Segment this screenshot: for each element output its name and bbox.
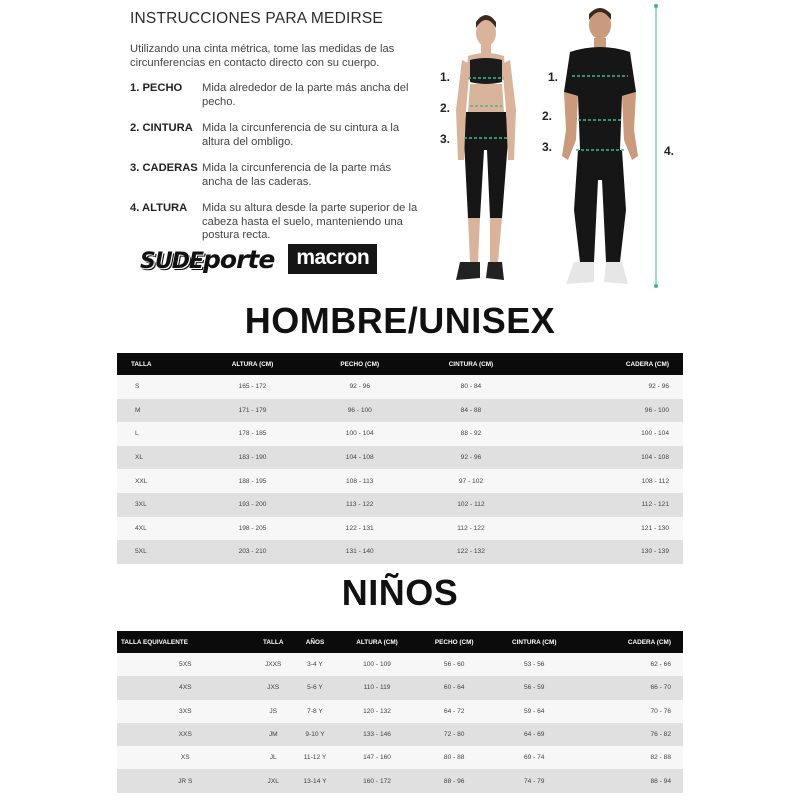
table-cell: 133 - 146 xyxy=(337,723,417,746)
table-cell: XS xyxy=(117,746,254,769)
header-cell: CINTURA (CM) xyxy=(491,631,577,653)
header-cell: TALLA xyxy=(117,353,197,375)
table-cell: 7-8 Y xyxy=(293,700,337,723)
table-cell: 198 - 205 xyxy=(197,517,308,541)
table-cell: 183 - 190 xyxy=(197,446,308,470)
header-cell: CADERA (CM) xyxy=(577,631,683,653)
table-row xyxy=(117,493,683,517)
table-cell: 110 - 119 xyxy=(337,676,417,699)
table-cell: XXS xyxy=(117,723,254,746)
table-cell: 4XS xyxy=(117,676,254,699)
table-cell: 100 - 104 xyxy=(530,422,683,446)
table-cell: 76 - 82 xyxy=(577,723,683,746)
table-cell: 203 - 210 xyxy=(197,540,308,564)
measure-list xyxy=(130,82,430,246)
table-cell: 112 - 122 xyxy=(411,517,530,541)
table-cell: 56 - 59 xyxy=(491,676,577,699)
kids-table-body xyxy=(117,653,683,793)
table-cell: 92 - 96 xyxy=(530,375,683,399)
table-row xyxy=(117,723,683,746)
table-cell: 84 - 88 xyxy=(411,399,530,423)
table-cell: 88 - 94 xyxy=(577,769,683,792)
header-cell: ALTURA (CM) xyxy=(337,631,417,653)
table-row xyxy=(117,469,683,493)
woman-figure xyxy=(456,15,516,280)
table-header-row xyxy=(117,631,683,653)
table-cell: JL xyxy=(254,746,293,769)
measure-description: Mida la circunferencia de su cintura a la altura del ombligo. xyxy=(202,122,400,148)
header-cell: TALLA xyxy=(254,631,293,653)
table-row xyxy=(117,375,683,399)
man-figure xyxy=(562,8,638,284)
table-cell: 64 - 69 xyxy=(491,723,577,746)
table-cell: XXL xyxy=(117,469,197,493)
table-cell: JXL xyxy=(254,769,293,792)
table-cell: 88 - 96 xyxy=(417,769,491,792)
kids-size-table xyxy=(117,631,683,793)
measure-description: Mida la circunferencia de la parte más ancha de las caderas. xyxy=(202,162,392,188)
header-cell: PECHO (CM) xyxy=(308,353,411,375)
table-header-row xyxy=(117,353,683,375)
measuring-instructions xyxy=(130,10,430,246)
measure-description: Mida su altura desde la parte superior de la cabeza hasta el suelo, manteniendo una postura recta. xyxy=(202,202,418,241)
measure-hips xyxy=(130,162,430,202)
table-cell: 165 - 172 xyxy=(197,375,308,399)
table-cell: 96 - 100 xyxy=(530,399,683,423)
table-cell: 70 - 76 xyxy=(577,700,683,723)
table-row xyxy=(117,446,683,470)
table-cell: JR S xyxy=(117,769,254,792)
table-cell: 171 - 179 xyxy=(197,399,308,423)
table-cell: 3-4 Y xyxy=(293,653,337,676)
table-cell: 131 - 140 xyxy=(308,540,411,564)
table-cell: 147 - 160 xyxy=(337,746,417,769)
table-cell: 3XL xyxy=(117,493,197,517)
table-cell: 102 - 112 xyxy=(411,493,530,517)
table-cell: 130 - 139 xyxy=(530,540,683,564)
header-cell: AÑOS xyxy=(293,631,337,653)
woman-marker-waist: 2. xyxy=(440,101,451,115)
table-cell: 9-10 Y xyxy=(293,723,337,746)
table-cell: 97 - 102 xyxy=(411,469,530,493)
table-cell: 80 - 88 xyxy=(417,746,491,769)
table-cell: 108 - 113 xyxy=(308,469,411,493)
adult-size-table xyxy=(117,353,683,564)
brand-logos xyxy=(140,244,377,274)
table-cell: 108 - 112 xyxy=(530,469,683,493)
table-cell: 160 - 172 xyxy=(337,769,417,792)
table-row xyxy=(117,399,683,423)
table-cell: XL xyxy=(117,446,197,470)
table-cell: JS xyxy=(254,700,293,723)
woman-marker-hips: 3. xyxy=(440,132,451,146)
table-cell: 72 - 80 xyxy=(417,723,491,746)
table-row xyxy=(117,746,683,769)
table-cell: 62 - 66 xyxy=(577,653,683,676)
man-marker-chest: 1. xyxy=(548,70,559,84)
table-cell: JXXS xyxy=(254,653,293,676)
instructions-title: INSTRUCCIONES PARA MEDIRSE xyxy=(130,10,383,27)
adult-section-title: HOMBRE/UNISEX xyxy=(244,300,556,341)
man-marker-height: 4. xyxy=(664,144,675,158)
table-row xyxy=(117,422,683,446)
header-cell: PECHO (CM) xyxy=(417,631,491,653)
table-cell: 53 - 56 xyxy=(491,653,577,676)
measure-description: Mida alrededor de la parte más ancha del pecho. xyxy=(202,82,409,108)
table-cell: 188 - 195 xyxy=(197,469,308,493)
table-cell: 121 - 130 xyxy=(530,517,683,541)
measure-height xyxy=(130,202,430,246)
table-cell: 88 - 92 xyxy=(411,422,530,446)
sudeporte-logo-sude: SUDE xyxy=(140,248,203,274)
table-cell: L xyxy=(117,422,197,446)
table-cell: 60 - 64 xyxy=(417,676,491,699)
woman-marker-chest: 1. xyxy=(440,70,451,84)
table-cell: 4XL xyxy=(117,517,197,541)
table-cell: 66 - 70 xyxy=(577,676,683,699)
table-row xyxy=(117,653,683,676)
measure-label: 3. CADERAS xyxy=(130,162,198,174)
table-cell: 5XS xyxy=(117,653,254,676)
sudeporte-logo-porte: porte xyxy=(203,244,275,274)
table-cell: JM xyxy=(254,723,293,746)
table-cell: 193 - 200 xyxy=(197,493,308,517)
header-cell: CINTURA (CM) xyxy=(411,353,530,375)
table-cell: 96 - 100 xyxy=(308,399,411,423)
table-cell: 100 - 109 xyxy=(337,653,417,676)
table-cell: 112 - 121 xyxy=(530,493,683,517)
models-illustration xyxy=(432,0,692,292)
instructions-intro: Utilizando una cinta métrica, tome las medidas de las circunferencias en contacto directo con su cuerpo. xyxy=(130,43,395,69)
table-cell: 3XS xyxy=(117,700,254,723)
table-cell: 74 - 79 xyxy=(491,769,577,792)
table-cell: 104 - 108 xyxy=(530,446,683,470)
header-cell: CADERA (CM) xyxy=(530,353,683,375)
table-cell: 56 - 60 xyxy=(417,653,491,676)
man-marker-hips: 3. xyxy=(542,140,553,154)
table-cell: 64 - 72 xyxy=(417,700,491,723)
table-cell: JXS xyxy=(254,676,293,699)
table-row xyxy=(117,700,683,723)
measure-label: 1. PECHO xyxy=(130,82,183,94)
table-row xyxy=(117,540,683,564)
table-cell: 120 - 132 xyxy=(337,700,417,723)
table-cell: M xyxy=(117,399,197,423)
adult-table-body xyxy=(117,375,683,564)
table-row xyxy=(117,676,683,699)
measurement-figures xyxy=(432,0,692,292)
table-cell: 113 - 122 xyxy=(308,493,411,517)
macron-logo: macron xyxy=(288,244,377,274)
measure-label: 4. ALTURA xyxy=(130,202,188,214)
table-row xyxy=(117,769,683,792)
table-cell: 82 - 88 xyxy=(577,746,683,769)
table-cell: 69 - 74 xyxy=(491,746,577,769)
table-cell: 92 - 96 xyxy=(411,446,530,470)
measure-chest xyxy=(130,82,430,122)
man-marker-waist: 2. xyxy=(542,109,553,123)
measure-waist xyxy=(130,122,430,162)
table-cell: S xyxy=(117,375,197,399)
table-cell: 5-6 Y xyxy=(293,676,337,699)
table-cell: 5XL xyxy=(117,540,197,564)
kids-section-title: NIÑOS xyxy=(341,572,459,613)
table-cell: 104 - 108 xyxy=(308,446,411,470)
table-cell: 100 - 104 xyxy=(308,422,411,446)
table-cell: 11-12 Y xyxy=(293,746,337,769)
height-marker xyxy=(654,4,658,288)
header-cell: ALTURA (CM) xyxy=(197,353,308,375)
sudeporte-logo xyxy=(140,245,274,274)
header-cell: TALLA EQUIVALENTE xyxy=(117,631,254,653)
table-cell: 13-14 Y xyxy=(293,769,337,792)
table-cell: 122 - 131 xyxy=(308,517,411,541)
measure-label: 2. CINTURA xyxy=(130,122,193,134)
table-row xyxy=(117,517,683,541)
table-cell: 59 - 64 xyxy=(491,700,577,723)
table-cell: 92 - 96 xyxy=(308,375,411,399)
table-cell: 122 - 132 xyxy=(411,540,530,564)
table-cell: 178 - 185 xyxy=(197,422,308,446)
table-cell: 80 - 84 xyxy=(411,375,530,399)
